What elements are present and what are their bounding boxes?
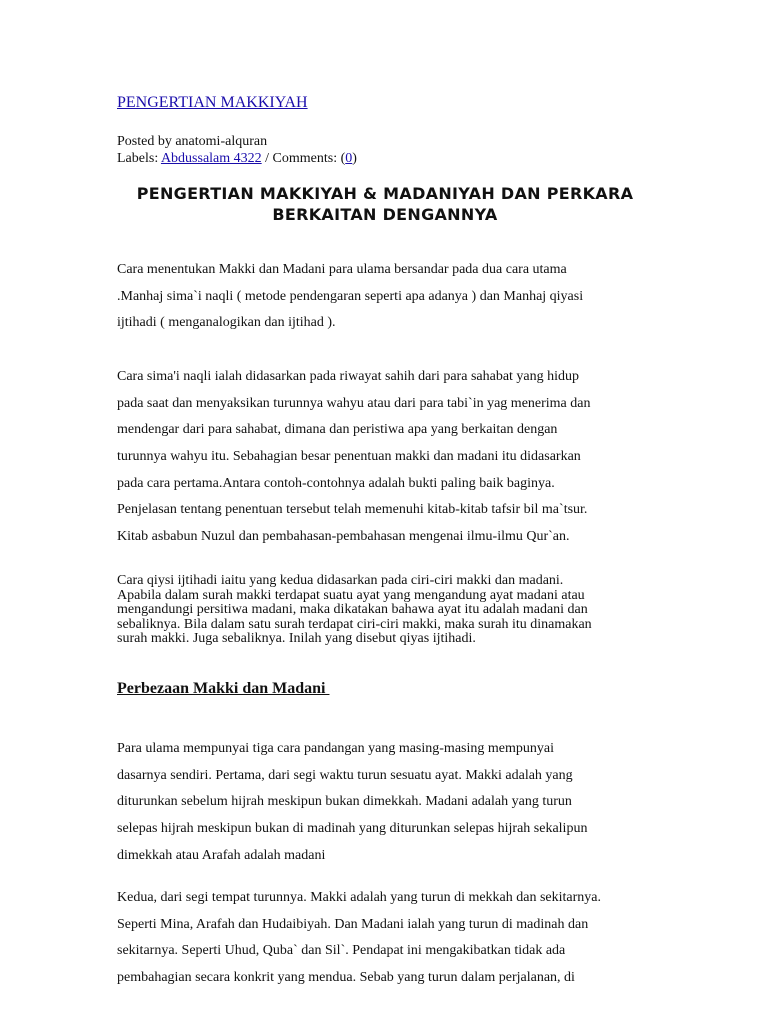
paragraph-line: Cara menentukan Makki dan Madani para ulama bersandar pada dua cara utama [117,262,567,277]
paragraph-line: pada saat dan menyaksikan turunnya wahyu atau dari para tabi`in yag menerima dan [117,395,591,411]
paragraph-line: ijtihadi ( menganalogikan dan ijtihad ). [117,315,336,331]
paragraph-line: Kitab asbabun Nuzul dan pembahasan-pembahasan mengenai ilmu-ilmu Qur`an. [117,529,570,545]
paragraph-line: turunnya wahyu itu. Sebahagian besar penentuan makki dan madani itu didasarkan [117,449,581,465]
article-heading [110,183,660,225]
paragraph-line: mendengar dari para sahabat, dimana dan peristiwa apa yang berkaitan dengan [117,422,558,438]
paragraph-line: Para ulama mempunyai tiga cara pandangan yang masing-masing mempunyai [117,741,554,756]
paragraph-line: pada cara pertama.Antara contoh-contohnya adalah bukti paling baik baginya. [117,475,555,491]
labels-prefix: Labels: [117,151,161,166]
paragraph-line: selepas hijrah meskipun bukan di madinah yang diturunkan selepas hijrah sekalipun [117,821,588,837]
article-heading-line-2: BERKAITAN DENGANNYA [272,205,498,224]
article-heading-line-1: PENGERTIAN MAKKIYAH & MADANIYAH DAN PERKARA [136,184,634,203]
paragraph-line: mengandungi persitiwa madani, maka dikatakan bahawa ayat itu adalah madani dan [117,602,588,618]
comments-prefix: / Comments: ( [261,151,346,166]
paragraph-line: .Manhaj sima`i naqli ( metode pendengaran seperti apa adanya ) dan Manhaj qiyasi [117,288,584,304]
paragraph-line: diturunkan sebelum hijrah meskipun bukan dimekkah. Madani adalah yang turun [117,794,572,810]
paragraph-line: dimekkah atau Arafah adalah madani [117,847,326,863]
paragraph-line: sekitarnya. Seperti Uhud, Quba` dan Sil`. Pendapat ini mengakibatkan tidak ada [117,943,566,959]
paragraph-line: pembahagian secara konkrit yang mendua. Sebab yang turun dalam perjalanan, di [117,970,575,986]
paragraph-line: surah makki. Juga sebaliknya. Inilah yang disebut qiyas ijtihadi. [117,631,476,647]
labels-line [117,150,357,167]
author-name: anatomi-alquran [175,134,268,149]
posted-by-line [117,133,267,150]
posted-by-prefix: Posted by [117,134,176,149]
paragraph-line: Apabila dalam surah makki terdapat suatu ayat yang mengandung ayat madani atau [117,587,585,603]
paragraph-qiyasi-ijtihadi [117,574,657,647]
paragraph-tiga-cara [117,736,657,869]
comments-suffix: ) [352,151,357,166]
post-title-link[interactable]: PENGERTIAN MAKKIYAH [117,94,308,111]
paragraph-line: sebaliknya. Bila dalam satu surah terdapat ciri-ciri makki, maka surah itu dinamakan [117,616,592,632]
paragraph-line: Cara sima'i naqli ialah didasarkan pada riwayat sahih dari para sahabat yang hidup [117,369,580,384]
paragraph-line: Kedua, dari segi tempat turunnya. Makki adalah yang turun di mekkah dan sekitarnya. [117,890,602,905]
paragraph-line: dasarnya sendiri. Pertama, dari segi waktu turun sesuatu ayat. Makki adalah yang [117,767,573,783]
comments-count-link[interactable]: 0 [345,151,353,166]
paragraph-line: Cara qiysi ijtihadi iaitu yang kedua didasarkan pada ciri-ciri makki dan madani. [117,573,564,588]
paragraph-line: Seperti Mina, Arafah dan Hudaibiyah. Dan Madani ialah yang turun di madinah dan [117,916,589,932]
paragraph-line: Penjelasan tentang penentuan tersebut telah memenuhi kitab-kitab tafsir bil ma`tsur. [117,502,588,518]
section-subheading: Perbezaan Makki dan Madani [117,680,330,697]
paragraph-tempat-turun [117,885,657,992]
paragraph-manhaj-intro [117,257,657,337]
paragraph-simai-naqli [117,364,657,551]
label-link[interactable]: Abdussalam 4322 [160,151,262,166]
